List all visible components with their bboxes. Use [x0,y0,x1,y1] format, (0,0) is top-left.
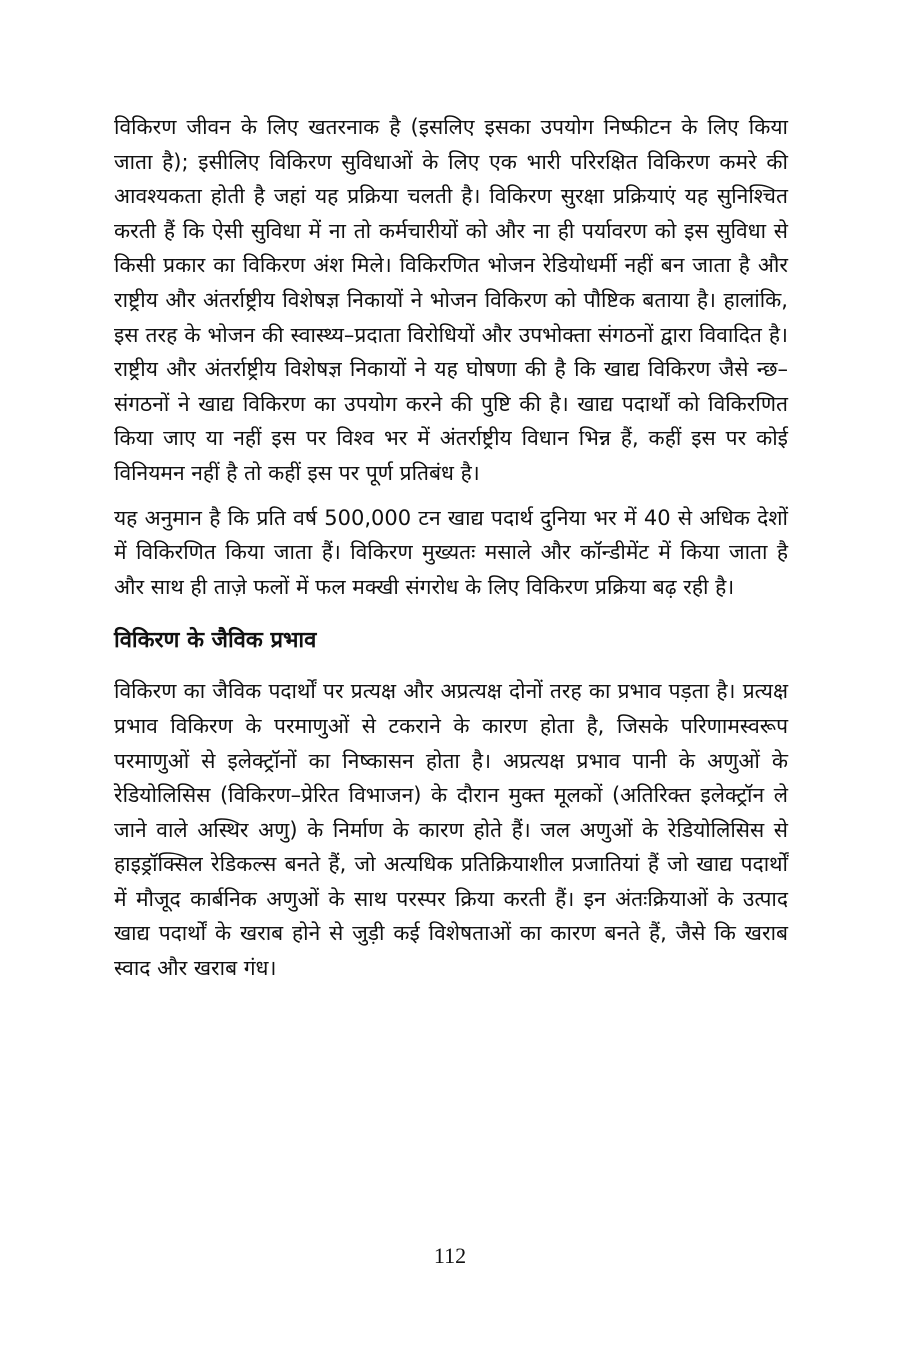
page-body [114,110,788,986]
page-number: 112 [433,1243,467,1268]
paragraph-radiation-safety: विकिरण जीवन के लिए खतरनाक है (इसलिए इसका उपयोग निष्फीटन के लिए किया जाता है); इसीलिए विकिरण सुविधाओं के लिए एक भारी परिरक्षित विकिरण कमरे की आवश्यकता होती है जहां यह प्रक्रिया चलती है। विकिरण सुरक्षा प्रक्रियाएं यह सुनिश्चित करती हैं कि ऐसी सुविधा में ना तो कर्मचारीयों को और ना ही पर्यावरण को इस सुविधा से किसी प्रकार का विकिरण अंश मिले। विकिरणित भोजन रेडियोधर्मी नहीं बन जाता है और राष्ट्रीय और अंतर्राष्ट्रीय विशेषज्ञ निकायों ने भोजन विकिरण को पौष्टिक बताया है। हालांकि, इस तरह के भोजन की स्वास्थ्य–प्रदाता विरोधियों और उपभोक्ता संगठनों द्वारा विवादित है। राष्ट्रीय और अंतर्राष्ट्रीय विशेषज्ञ निकायों ने यह घोषणा की है कि खाद्य विकिरण जैसे न्छ–संगठनों ने खाद्य विकिरण का उपयोग करने की पुष्टि की है। खाद्य पदार्थों को विकिरणित किया जाए या नहीं इस पर विश्व भर में अंतर्राष्ट्रीय विधान भिन्न हैं, कहीं इस पर कोई विनियमन नहीं है तो कहीं इस पर पूर्ण प्रतिबंध है। [114,115,788,485]
paragraph-biological-effects: विकिरण का जैविक पदार्थों पर प्रत्यक्ष और अप्रत्यक्ष दोनों तरह का प्रभाव पड़ता है। प्रत्यक्ष प्रभाव विकिरण के परमाणुओं से टकराने के कारण होता है, जिसके परिणामस्वरूप परमाणुओं से इलेक्ट्रॉनों का निष्कासन होता है। अप्रत्यक्ष प्रभाव पानी के अणुओं के रेडियोलिसिस (विकिरण–प्रेरित विभाजन) के दौरान मुक्त मूलकों (अतिरिक्त इलेक्ट्रॉन ले जाने वाले अस्थिर अणु) के निर्माण के कारण होते हैं। जल अणुओं के रेडियोलिसिस से हाइड्रॉक्सिल रेडिकल्स बनते हैं, जो अत्यधिक प्रतिक्रियाशील प्रजातियां हैं जो खाद्य पदार्थों में मौजूद कार्बनिक अणुओं के साथ परस्पर क्रिया करती हैं। इन अंतःक्रियाओं के उत्पाद खाद्य पदार्थों के खराब होने से जुड़ी कई विशेषताओं का कारण बनते हैं, जैसे कि खराब स्वाद और खराब गंध। [114,679,788,981]
paragraph-irradiation-statistics: यह अनुमान है कि प्रति वर्ष 500,000 टन खाद्य पदार्थ दुनिया भर में 40 से अधिक देशों में विकिरणित किया जाता हैं। विकिरण मुख्यतः मसाले और कॉन्डीमेंट में किया जाता है और साथ ही ताज़े फलों में फल मक्खी संगरोध के लिए विकिरण प्रक्रिया बढ़ रही है। [114,505,788,599]
section-heading-biological-effects: विकिरण के जैविक प्रभाव [114,628,317,654]
